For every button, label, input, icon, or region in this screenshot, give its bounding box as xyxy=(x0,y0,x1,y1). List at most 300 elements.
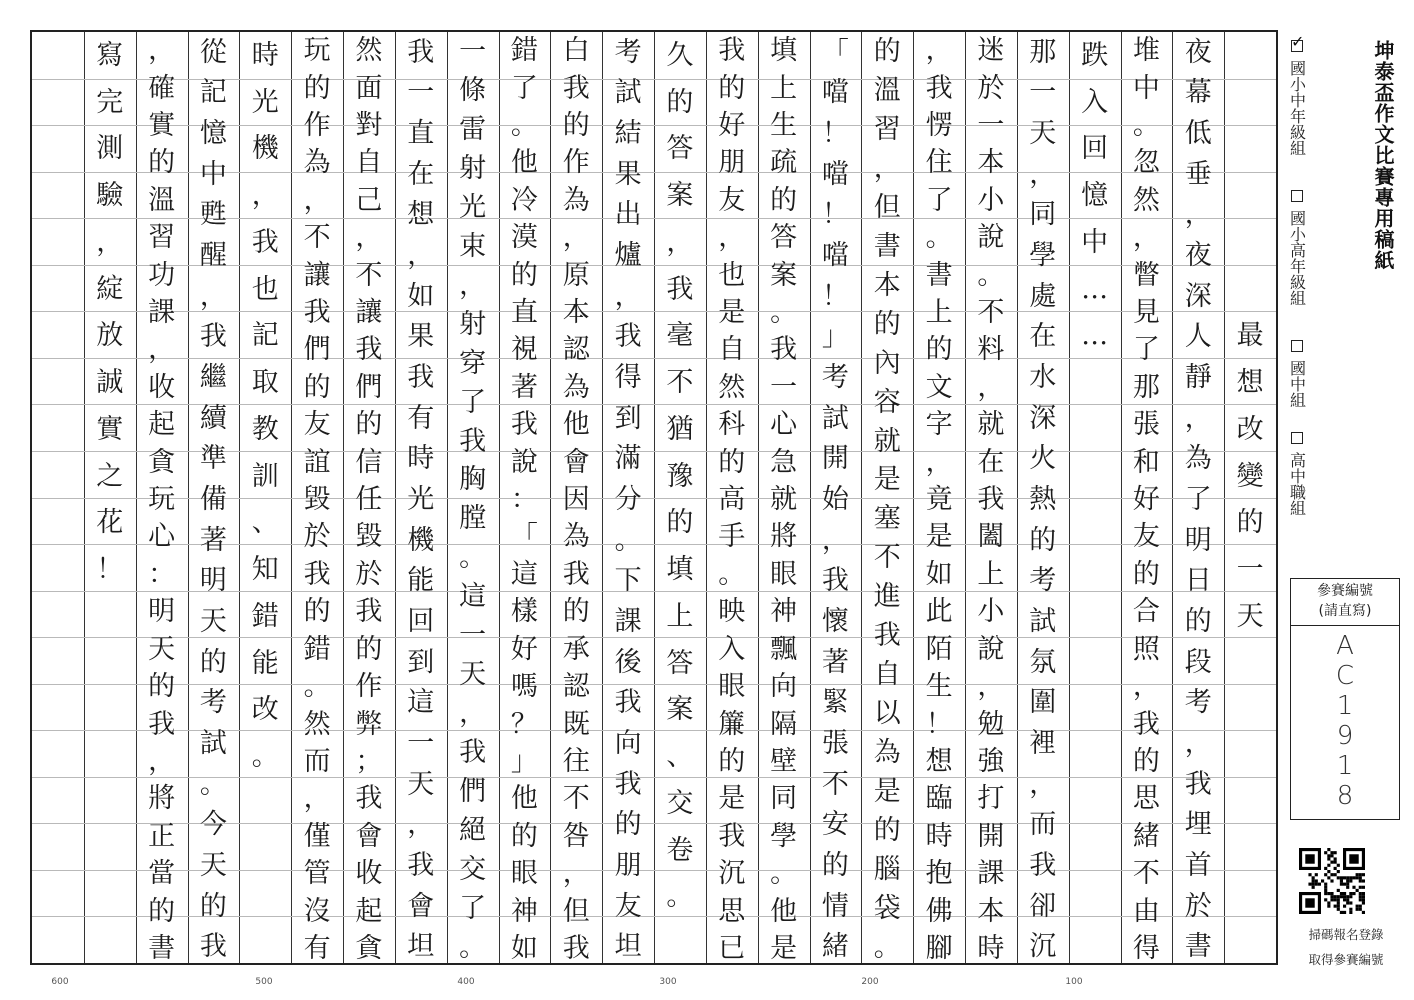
char-cell: 機 xyxy=(407,524,435,556)
char-cell: 天 xyxy=(407,768,435,800)
char-cell: 水 xyxy=(1029,362,1057,394)
char-cell: 的 xyxy=(873,308,901,340)
char-cell: 將 xyxy=(770,521,798,553)
char-cell: 裡 xyxy=(1029,727,1057,759)
char-cell: 好 xyxy=(1132,484,1160,516)
char-cell: 。 xyxy=(459,931,487,963)
char-cell: 字 xyxy=(925,409,953,441)
char-cell: 準 xyxy=(199,443,227,475)
char-cell: 回 xyxy=(1081,133,1109,165)
char-cell: ？ xyxy=(510,708,538,740)
char-cell: 交 xyxy=(459,853,487,885)
char-cell: 這 xyxy=(459,581,487,613)
char-cell: 溫 xyxy=(873,74,901,106)
char-cell: 一 xyxy=(407,727,435,759)
char-cell: 上 xyxy=(977,558,1005,590)
char-cell: 好 xyxy=(718,110,746,142)
char-cell: 他 xyxy=(770,895,798,927)
char-cell: 毀 xyxy=(355,521,383,553)
char-cell: 段 xyxy=(1184,646,1212,678)
char-cell: 我 xyxy=(873,620,901,652)
scale-mark: 600 xyxy=(51,977,69,987)
form-title: 坤泰盃作文比賽專用稿紙 xyxy=(1371,40,1395,271)
char-cell: 直 xyxy=(407,118,435,150)
char-cell: 手 xyxy=(718,521,746,553)
essay-column xyxy=(758,32,810,967)
char-cell: 課 xyxy=(148,297,176,329)
char-cell: 我 xyxy=(510,409,538,441)
char-cell: 放 xyxy=(96,320,124,352)
char-cell: 是 xyxy=(718,297,746,329)
char-cell: 「 xyxy=(510,521,538,553)
char-cell: 確 xyxy=(148,72,176,104)
char-cell: 心 xyxy=(770,409,798,441)
char-cell: 中 xyxy=(1132,72,1160,104)
char-cell: 之 xyxy=(96,460,124,492)
char-cell: 神 xyxy=(770,596,798,628)
category-option[interactable] xyxy=(1286,432,1308,516)
essay-column xyxy=(861,32,913,967)
char-cell: 「 xyxy=(821,36,849,68)
char-cell: 也 xyxy=(718,259,746,291)
char-cell: 光 xyxy=(251,86,279,118)
char-cell: 、 xyxy=(666,741,694,773)
char-cell: 他 xyxy=(510,147,538,179)
char-cell: 」 xyxy=(821,321,849,353)
char-cell: 高 xyxy=(718,484,746,516)
char-cell: 袋 xyxy=(873,892,901,924)
char-cell: 面 xyxy=(355,72,383,104)
char-cell: 我 xyxy=(614,768,642,800)
char-cell: 後 xyxy=(614,646,642,678)
char-cell: 塞 xyxy=(873,503,901,535)
char-cell: 一 xyxy=(1029,77,1057,109)
char-cell: 打 xyxy=(977,783,1005,815)
entry-number-instruction: 取得參賽編號 xyxy=(1308,952,1384,967)
char-cell: 處 xyxy=(1029,280,1057,312)
char-cell: ， xyxy=(562,858,590,890)
char-cell: 毀 xyxy=(303,484,331,516)
char-cell: 認 xyxy=(562,671,590,703)
char-cell: 的 xyxy=(148,895,176,927)
char-cell: 為 xyxy=(303,147,331,179)
char-cell: ， xyxy=(459,698,487,730)
char-cell: 壁 xyxy=(770,745,798,777)
char-cell: 卻 xyxy=(1029,890,1057,922)
char-cell: 和 xyxy=(1132,446,1160,478)
char-cell: 我 xyxy=(459,425,487,457)
char-cell: 考 xyxy=(1184,687,1212,719)
char-cell: 就 xyxy=(977,409,1005,441)
char-cell: 噹 xyxy=(821,77,849,109)
char-cell: 續 xyxy=(199,402,227,434)
char-cell: 自 xyxy=(355,147,383,179)
char-cell: 們 xyxy=(459,776,487,808)
char-cell: 緒 xyxy=(1132,820,1160,852)
char-cell: 勉 xyxy=(977,708,1005,740)
char-cell: 今 xyxy=(199,809,227,841)
char-cell: 一 xyxy=(459,620,487,652)
char-cell: 將 xyxy=(148,783,176,815)
char-cell: 照 xyxy=(1132,633,1160,665)
char-cell: 實 xyxy=(148,110,176,142)
char-cell: ， xyxy=(199,280,227,312)
essay-column xyxy=(1224,32,1276,967)
char-cell: 的 xyxy=(666,86,694,118)
char-cell: 我 xyxy=(199,321,227,353)
char-cell: 豫 xyxy=(666,460,694,492)
char-cell: 卷 xyxy=(666,834,694,866)
char-cell: 如 xyxy=(510,932,538,964)
char-cell: 試 xyxy=(821,402,849,434)
char-cell: 、 xyxy=(251,507,279,539)
char-cell: 能 xyxy=(407,565,435,597)
char-cell: 我 xyxy=(821,565,849,597)
char-cell: 他 xyxy=(510,783,538,815)
char-cell: 射 xyxy=(459,152,487,184)
char-cell: 闔 xyxy=(977,521,1005,553)
char-cell: 既 xyxy=(562,708,590,740)
char-cell: 起 xyxy=(355,895,383,927)
char-cell: 習 xyxy=(148,222,176,254)
char-cell: 承 xyxy=(562,633,590,665)
char-cell: 條 xyxy=(459,74,487,106)
char-cell: 我 xyxy=(407,849,435,881)
char-cell: 著 xyxy=(199,524,227,556)
char-cell: 的 xyxy=(303,371,331,403)
char-cell: 」 xyxy=(510,745,538,777)
char-cell: 是 xyxy=(925,521,953,553)
char-cell: 跌 xyxy=(1081,39,1109,71)
char-cell: 貪 xyxy=(148,446,176,478)
char-cell: 們 xyxy=(355,371,383,403)
char-cell: 能 xyxy=(251,647,279,679)
char-cell: 火 xyxy=(1029,443,1057,475)
char-cell: 原 xyxy=(562,259,590,291)
char-cell: 玩 xyxy=(148,484,176,516)
char-cell: 的 xyxy=(303,72,331,104)
char-cell: 光 xyxy=(407,484,435,516)
char-cell: 。 xyxy=(303,671,331,703)
char-cell: 我 xyxy=(1029,849,1057,881)
essay-column xyxy=(84,32,136,967)
char-cell: 考 xyxy=(1029,565,1057,597)
char-cell: 下 xyxy=(614,565,642,597)
char-cell: 自 xyxy=(718,334,746,366)
char-cell: 憶 xyxy=(1081,180,1109,212)
char-cell: 埋 xyxy=(1184,809,1212,841)
char-cell: 變 xyxy=(1236,460,1264,492)
char-cell: 試 xyxy=(199,727,227,759)
char-cell: 朋 xyxy=(614,849,642,881)
char-cell: 佛 xyxy=(925,895,953,927)
char-cell: 案 xyxy=(666,694,694,726)
char-cell: 的 xyxy=(355,409,383,441)
essay-column xyxy=(395,32,447,967)
entry-number-char: C xyxy=(1335,661,1355,691)
char-cell: 抱 xyxy=(925,858,953,890)
essay-column xyxy=(602,32,654,967)
char-cell: 一 xyxy=(977,110,1005,142)
scale-mark: 500 xyxy=(255,977,273,987)
char-cell: 臨 xyxy=(925,783,953,815)
char-cell: 學 xyxy=(770,820,798,852)
char-cell: 的 xyxy=(873,815,901,847)
char-cell: ， xyxy=(1029,158,1057,190)
char-cell: 我 xyxy=(562,558,590,590)
char-cell: 進 xyxy=(873,581,901,613)
char-cell: 我 xyxy=(355,334,383,366)
char-cell: 忽 xyxy=(1132,147,1160,179)
char-cell: 友 xyxy=(718,184,746,216)
char-cell: 於 xyxy=(1184,890,1212,922)
scale-mark: 300 xyxy=(659,977,677,987)
essay-column xyxy=(343,32,395,967)
char-cell: 訓 xyxy=(251,460,279,492)
char-cell: 記 xyxy=(199,77,227,109)
char-cell: 答 xyxy=(666,133,694,165)
char-cell: 內 xyxy=(873,347,901,379)
char-cell: 我 xyxy=(925,72,953,104)
char-cell: 朋 xyxy=(718,147,746,179)
char-cell: 這 xyxy=(407,687,435,719)
entry-number-value xyxy=(1291,631,1399,811)
essay-column xyxy=(447,32,499,967)
char-cell: 腳 xyxy=(925,932,953,964)
char-cell: 想 xyxy=(407,199,435,231)
char-cell: ， xyxy=(666,226,694,258)
category-label: 國小高年級組 xyxy=(1287,210,1307,306)
char-cell: 往 xyxy=(562,745,590,777)
char-cell: 然 xyxy=(718,371,746,403)
char-cell: 這 xyxy=(510,558,538,590)
entry-number-char: 9 xyxy=(1336,721,1354,751)
char-cell: 有 xyxy=(303,932,331,964)
char-cell: 本 xyxy=(977,147,1005,179)
char-cell: 如 xyxy=(407,280,435,312)
char-cell: 陌 xyxy=(925,633,953,665)
char-cell: 會 xyxy=(407,890,435,922)
char-cell: 同 xyxy=(770,783,798,815)
char-cell: 的 xyxy=(355,633,383,665)
char-cell: 不 xyxy=(977,297,1005,329)
char-cell: 穿 xyxy=(459,347,487,379)
char-cell: 首 xyxy=(1184,849,1212,881)
char-cell: 的 xyxy=(614,809,642,841)
char-cell: 以 xyxy=(873,698,901,730)
char-cell: 嗎 xyxy=(510,671,538,703)
char-cell: 。 xyxy=(770,297,798,329)
essay-column xyxy=(499,32,551,967)
char-cell: 情 xyxy=(821,890,849,922)
checkbox-icon[interactable] xyxy=(1291,190,1303,202)
essay-column xyxy=(1069,32,1121,967)
char-cell: 不 xyxy=(303,222,331,254)
char-cell: 射 xyxy=(459,308,487,340)
char-cell: 天 xyxy=(148,633,176,665)
essay-column xyxy=(1172,32,1224,967)
char-cell: 的 xyxy=(510,820,538,852)
char-cell: 的 xyxy=(199,646,227,678)
char-cell: 明 xyxy=(199,565,227,597)
char-cell: 我 xyxy=(718,820,746,852)
char-cell: 我 xyxy=(718,35,746,67)
char-cell: 會 xyxy=(355,820,383,852)
char-cell: 料 xyxy=(977,334,1005,366)
char-cell: 果 xyxy=(614,158,642,190)
char-cell: 但 xyxy=(873,191,901,223)
char-cell: 冷 xyxy=(510,184,538,216)
char-cell: ， xyxy=(977,371,1005,403)
char-cell: 作 xyxy=(355,671,383,703)
char-cell: ， xyxy=(148,334,176,366)
char-cell: 映 xyxy=(718,596,746,628)
char-cell: 見 xyxy=(1132,297,1160,329)
char-cell: ， xyxy=(303,783,331,815)
char-cell: … xyxy=(1081,273,1109,305)
char-cell: 我 xyxy=(407,36,435,68)
char-cell: 僅 xyxy=(303,820,331,852)
char-cell: 張 xyxy=(1132,409,1160,441)
char-cell: 入 xyxy=(1081,86,1109,118)
char-cell: 我 xyxy=(562,932,590,964)
entry-number-label: 參賽編號 xyxy=(1317,583,1373,600)
char-cell: 猶 xyxy=(666,413,694,445)
char-cell: 飄 xyxy=(770,633,798,665)
char-cell: 的 xyxy=(718,72,746,104)
char-cell: 神 xyxy=(510,895,538,927)
char-cell: 低 xyxy=(1184,118,1212,150)
char-cell: 我 xyxy=(303,558,331,590)
char-cell: 正 xyxy=(148,820,176,852)
category-option[interactable] xyxy=(1286,190,1308,306)
char-cell: 考 xyxy=(199,687,227,719)
char-cell: 急 xyxy=(770,446,798,478)
char-cell: 不 xyxy=(821,768,849,800)
char-cell: 對 xyxy=(355,110,383,142)
char-cell: 了 xyxy=(1184,484,1212,516)
empty-cell xyxy=(1224,126,1276,173)
char-cell: 的 xyxy=(562,596,590,628)
char-cell: ， xyxy=(1132,222,1160,254)
char-cell: 想 xyxy=(925,745,953,777)
essay-column xyxy=(550,32,602,967)
char-cell: 視 xyxy=(510,334,538,366)
char-cell: 愣 xyxy=(925,110,953,142)
char-cell: 花 xyxy=(96,507,124,539)
scale-mark: 100 xyxy=(1065,977,1083,987)
char-cell: 了 xyxy=(459,892,487,924)
char-cell: 書 xyxy=(873,230,901,262)
entry-number-char: 8 xyxy=(1336,781,1354,811)
char-cell: 毫 xyxy=(666,320,694,352)
char-cell: 於 xyxy=(303,521,331,553)
char-cell: 。 xyxy=(614,524,642,556)
char-cell: 我 xyxy=(148,708,176,740)
char-cell: 時 xyxy=(407,443,435,475)
char-cell: 溫 xyxy=(148,184,176,216)
char-cell: 起 xyxy=(148,409,176,441)
char-cell: 的 xyxy=(199,890,227,922)
essay-column xyxy=(188,32,240,967)
char-cell: 噹 xyxy=(821,158,849,190)
char-cell: 就 xyxy=(873,425,901,457)
char-cell: 而 xyxy=(1029,809,1057,841)
char-cell: ， xyxy=(1029,768,1057,800)
char-cell: 已 xyxy=(718,932,746,964)
char-cell: ： xyxy=(148,558,176,590)
char-cell: 然 xyxy=(303,708,331,740)
checkbox-icon[interactable] xyxy=(1291,340,1303,352)
char-cell: ， xyxy=(148,35,176,67)
checkbox-icon[interactable] xyxy=(1291,432,1303,444)
char-cell: 安 xyxy=(821,809,849,841)
char-cell: 時 xyxy=(251,39,279,71)
empty-cell xyxy=(1224,79,1276,126)
char-cell: 深 xyxy=(1184,280,1212,312)
category-option[interactable] xyxy=(1286,340,1308,408)
char-cell: ， xyxy=(1184,402,1212,434)
char-cell: 此 xyxy=(925,596,953,628)
char-cell: ； xyxy=(355,745,383,777)
char-cell: 我 xyxy=(355,596,383,628)
char-cell: 本 xyxy=(977,895,1005,927)
char-cell: 垂 xyxy=(1184,158,1212,190)
char-cell: 束 xyxy=(459,230,487,262)
char-cell: ， xyxy=(1132,671,1160,703)
char-cell: 教 xyxy=(251,413,279,445)
char-cell: 不 xyxy=(1132,858,1160,890)
entry-number-char: A xyxy=(1336,631,1354,661)
char-cell: 天 xyxy=(199,849,227,881)
essay-column xyxy=(913,32,965,967)
char-cell: 書 xyxy=(1184,931,1212,963)
char-cell: 的 xyxy=(873,35,901,67)
char-cell: 思 xyxy=(1132,783,1160,815)
char-cell: ！ xyxy=(96,554,124,586)
char-cell: 誠 xyxy=(96,367,124,399)
char-cell: 住 xyxy=(925,147,953,179)
char-cell: 在 xyxy=(407,158,435,190)
char-cell: 自 xyxy=(873,659,901,691)
char-cell: 讓 xyxy=(303,259,331,291)
char-cell: 沒 xyxy=(303,895,331,927)
char-cell: 樣 xyxy=(510,596,538,628)
char-cell: 誼 xyxy=(303,446,331,478)
essay-column xyxy=(654,32,706,967)
char-cell: 腦 xyxy=(873,853,901,885)
char-cell: 作 xyxy=(562,147,590,179)
char-cell: 膛 xyxy=(459,503,487,535)
char-cell: 那 xyxy=(1029,36,1057,68)
char-cell: 是 xyxy=(770,932,798,964)
char-cell: ， xyxy=(925,446,953,478)
char-cell: 的 xyxy=(1132,745,1160,777)
char-cell: 測 xyxy=(96,133,124,165)
char-cell: 不 xyxy=(666,367,694,399)
char-cell: 試 xyxy=(1029,606,1057,638)
entry-number-char: 1 xyxy=(1336,751,1354,781)
char-cell: ， xyxy=(562,222,590,254)
char-cell: 。 xyxy=(977,259,1005,291)
char-cell: 有 xyxy=(407,402,435,434)
char-cell: 。 xyxy=(873,931,901,963)
char-cell: 最 xyxy=(1236,320,1264,352)
char-cell: 眼 xyxy=(718,671,746,703)
essay-column xyxy=(965,32,1017,967)
checked-checkbox-icon[interactable] xyxy=(1291,40,1303,52)
category-option[interactable] xyxy=(1286,40,1308,156)
